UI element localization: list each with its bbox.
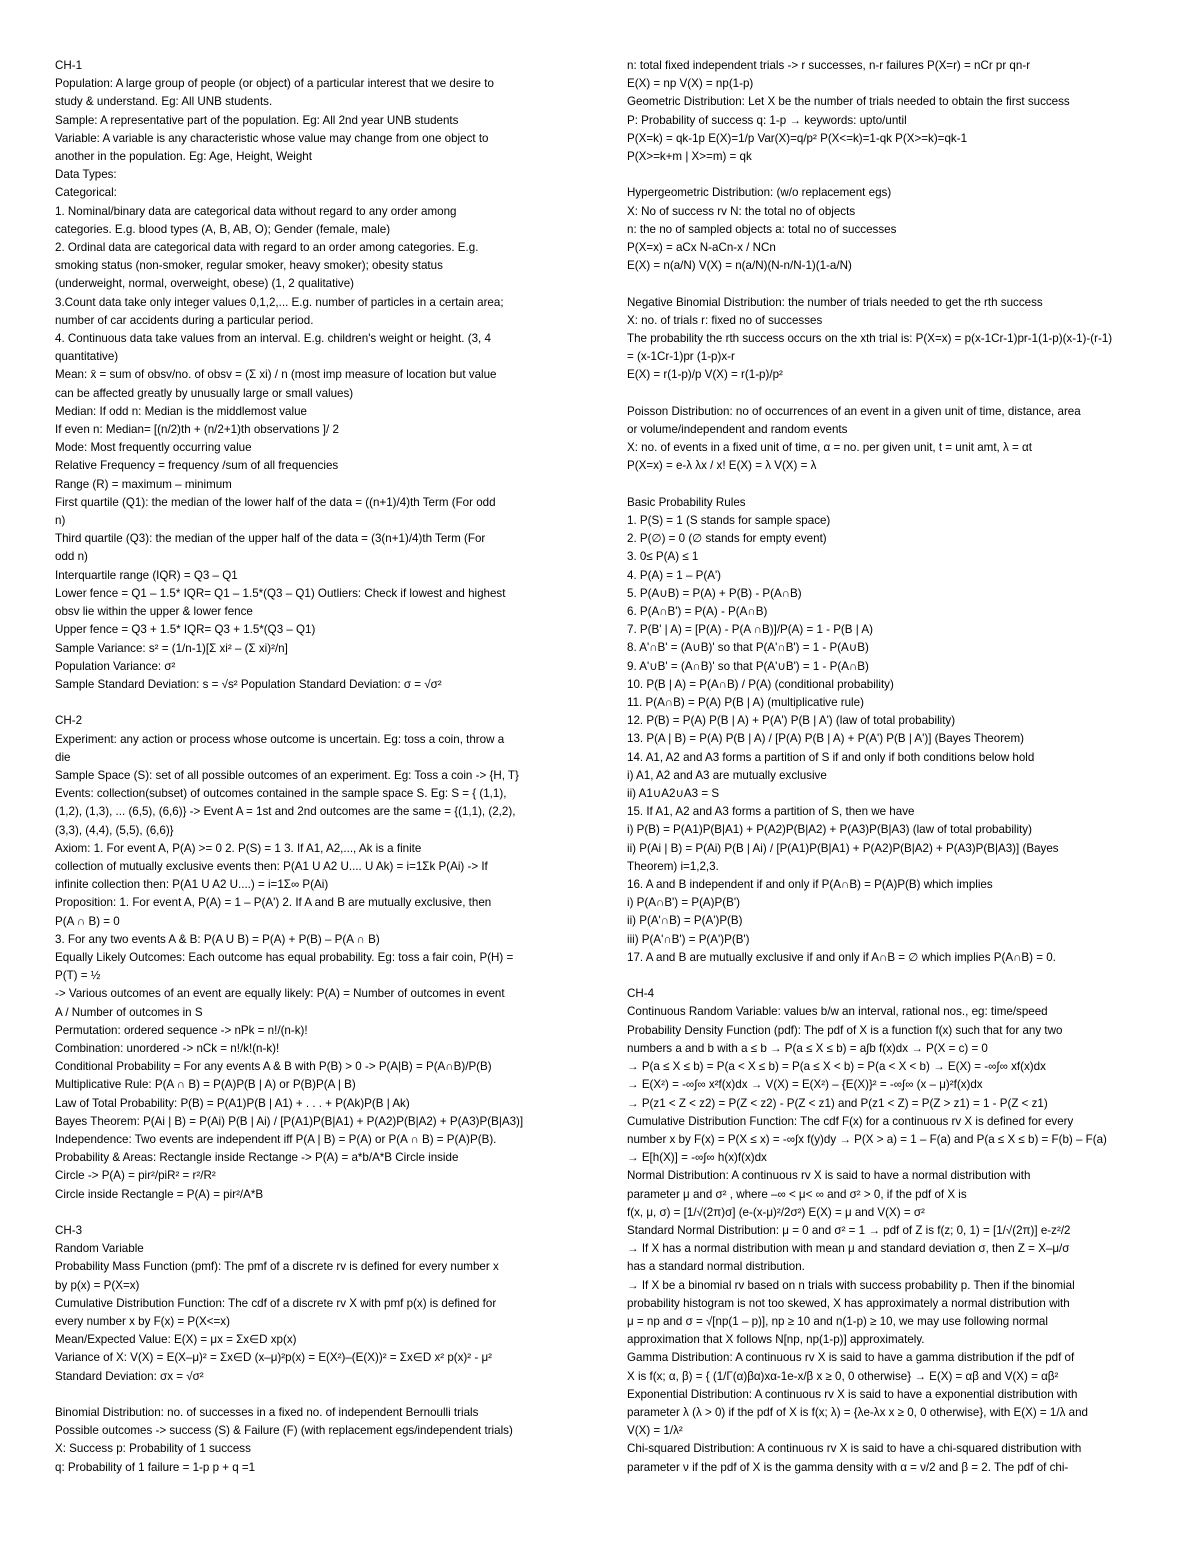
right-line: Cumulative Distribution Function: The cdf F(x) for a continuous rv X is defined for every [627,1114,1074,1128]
right-line: 6. P(A∩B') = P(A) - P(A∩B) [627,605,768,619]
left-line: 2. Ordinal data are categorical data with regard to an order among categories. E.g. [55,241,479,255]
left-line: study & understand. Eg: All UNB students. [55,95,273,109]
left-line: smoking status (non-smoker, regular smoker, heavy smoker); obesity status [55,259,443,273]
left-line: Data Types: [55,168,117,182]
right-line: Poisson Distribution: no of occurrences of an event in a given unit of time, distance, area [627,404,1081,418]
right-line [627,385,1132,403]
right-line: 3. 0≤ P(A) ≤ 1 [627,550,699,564]
right-line: 14. A1, A2 and A3 forms a partition of S if and only if both conditions below hold [627,750,1035,764]
left-line: 1. Nominal/binary data are categorical data without regard to any order among [55,204,457,218]
right-line: X: no. of trials r: fixed no of successes [627,313,823,327]
left-line: Possible outcomes -> success (S) & Failure (F) (with replacement egs/independent trials) [55,1424,513,1438]
right-line: → If X be a binomial rv based on n trials with success probability p. Then if the binomial [627,1278,1075,1292]
left-line: Variable: A variable is any characteristic whose value may change from one object to [55,131,489,145]
left-line: Combination: unordered -> nCk = n!/k!(n-k)! [55,1041,280,1055]
right-line: Geometric Distribution: Let X be the number of trials needed to obtain the first success [627,95,1070,109]
left-line: Probability & Areas: Rectangle inside Rectange -> P(A) = a*b/A*B Circle inside [55,1151,459,1165]
right-line: has a standard normal distribution. [627,1260,805,1274]
left-line: Interquartile range (IQR) = Q3 – Q1 [55,568,238,582]
left-line: Permutation: ordered sequence -> nPk = n!/(n-k)! [55,1023,308,1037]
left-line: Probability Mass Function (pmf): The pmf of a discrete rv is defined for every number x [55,1260,499,1274]
right-line: 15. If A1, A2 and A3 forms a partition of S, then we have [627,805,915,819]
right-line: approximation that X follows N[np, np(1-p)] approximately. [627,1333,925,1347]
right-line: parameter ν if the pdf of X is the gamma density with α = ν/2 and β = 2. The pdf of chi- [627,1460,1069,1474]
right-line: 13. P(A | B) = P(A) P(B | A) / [P(A) P(B | A) + P(A') P(B | A')] (Bayes Theorem) [627,732,1025,746]
left-line: Binomial Distribution: no. of successes in a fixed no. of independent Bernoulli trials [55,1405,479,1419]
right-line: ii) A1∪A2∪A3 = S [627,787,720,801]
left-line: Mode: Most frequently occurring value [55,441,252,455]
right-line: X: no. of events in a fixed unit of time, α = no. per given unit, t = unit amt, λ = αt [627,441,1032,455]
right-line: Probability Density Function (pdf): The pdf of X is a function f(x) such that for any two [627,1023,1063,1037]
right-line: parameter μ and σ² , where –∞ < μ< ∞ and σ² > 0, if the pdf of X is [627,1187,967,1201]
left-line: Cumulative Distribution Function: The cdf of a discrete rv X with pmf p(x) is defined for [55,1296,497,1310]
left-line: n) [55,514,66,528]
left-line: Events: collection(subset) of outcomes contained in the sample space S. Eg: S = { (1,1), [55,787,507,801]
left-line: Sample Standard Deviation: s = √s² Population Standard Deviation: σ = √σ² [55,677,442,691]
right-line: i) P(A∩B') = P(A)P(B') [627,896,740,910]
left-line: P(A ∩ B) = 0 [55,914,120,928]
left-line: CH-1 [55,59,83,72]
left-line: Law of Total Probability: P(B) = P(A1)P(B | A1) + . . . + P(Ak)P(B | Ak) [55,1096,410,1110]
left-line [55,694,540,712]
right-line [627,275,1132,293]
left-line: Proposition: 1. For event A, P(A) = 1 – P(A') 2. If A and B are mutually exclusive, then [55,896,492,910]
right-line: Continuous Random Variable: values b/w an interval, rational nos., eg: time/speed [627,1005,1048,1019]
left-line: Bayes Theorem: P(Ai | B) = P(Ai) P(B | Ai) / [P(A1)P(B|A1) + P(A2)P(B|A2) + P(A3)P(B|A3)] [55,1114,524,1128]
right-line: P(X=x) = e-λ λx / x! E(X) = λ V(X) = λ [627,459,817,473]
left-line: Circle inside Rectangle = P(A) = pir²/A*B [55,1187,264,1201]
right-line: = (x-1Cr-1)pr (1-p)x-r [627,350,735,364]
left-line: 3. For any two events A & B: P(A U B) = P(A) + P(B) – P(A ∩ B) [55,932,380,946]
right-line: number x by F(x) = P(X ≤ x) = -∞∫x f(y)dy → P(X > a) = 1 – F(a) and P(a ≤ X ≤ b) = F(b) – F(a) [627,1132,1107,1146]
left-line: infinite collection then: P(A1 U A2 U....) = i=1Σ∞ P(Ai) [55,878,329,892]
right-line: E(X) = np V(X) = np(1-p) [627,77,754,91]
left-line: die [55,750,71,764]
left-line: (3,3), (4,4), (5,5), (6,6)} [55,823,174,837]
left-line: by p(x) = P(X=x) [55,1278,140,1292]
left-line: Multiplicative Rule: P(A ∩ B) = P(A)P(B | A) or P(B)P(A | B) [55,1078,356,1092]
left-line: Categorical: [55,186,117,200]
left-line: Variance of X: V(X) = E(X–μ)² = Σx∈D (x–μ)²p(x) = E(X²)–(E(X))² = Σx∈D x² p(x)² - μ² [55,1351,493,1365]
left-line: Third quartile (Q3): the median of the upper half of the data = (3(n+1)/4)th Term (For [55,532,486,546]
left-line: If even n: Median= [(n/2)th + (n/2+1)th observations ]/ 2 [55,423,339,437]
left-line: odd n) [55,550,88,564]
right-line: → P(a ≤ X ≤ b) = P(a < X ≤ b) = P(a ≤ X < b) = P(a < X < b) → E(X) = -∞∫∞ xf(x)dx [627,1060,1046,1074]
right-line: X: No of success rv N: the total no of objects [627,204,856,218]
right-line: parameter λ (λ > 0) if the pdf of X is f(x; λ) = {λe-λx x ≥ 0, 0 otherwise}, with E(X) = 1/λ and [627,1405,1088,1419]
left-line: q: Probability of 1 failure = 1-p p + q =1 [55,1460,256,1474]
right-line: X is f(x; α, β) = { (1/Γ(α)βα)xα-1e-x/β x ≥ 0, 0 otherwise} → E(X) = αβ and V(X) = αβ² [627,1369,1059,1383]
left-line: number of car accidents during a particular period. [55,313,314,327]
left-line: Equally Likely Outcomes: Each outcome has equal probability. Eg: toss a fair coin, P(H) = [55,950,514,964]
right-line: i) P(B) = P(A1)P(B|A1) + P(A2)P(B|A2) + P(A3)P(B|A3) (law of total probability) [627,823,1032,837]
left-line: Population: A large group of people (or object) of a particular interest that we desire to [55,77,494,91]
right-line: E(X) = r(1-p)/p V(X) = r(1-p)/p² [627,368,783,382]
right-line [627,967,1132,985]
right-line: probability histogram is not too skewed, X has approximately a normal distribution with [627,1296,1070,1310]
right-column [627,57,1132,1477]
right-line: → E[h(X)] = -∞∫∞ h(x)f(x)dx [627,1151,767,1165]
left-line: quantitative) [55,350,119,364]
left-line: Circle -> P(A) = pir²/piR² = r²/R² [55,1169,216,1183]
left-line: Conditional Probability = For any events A & B with P(B) > 0 -> P(A|B) = P(A∩B)/P(B) [55,1060,492,1074]
right-line: 7. P(B' | A) = [P(A) - P(A ∩B)]/P(A) = 1 - P(B | A) [627,623,873,637]
right-line: n: the no of sampled objects a: total no of successes [627,222,897,236]
left-line: Independence: Two events are independent iff P(A | B) = P(A) or P(A ∩ B) = P(A)P(B). [55,1132,497,1146]
right-line: ii) P(A'∩B) = P(A')P(B) [627,914,743,928]
left-line: can be affected greatly by unusually large or small values) [55,386,354,400]
left-line: Mean/Expected Value: E(X) = μx = Σx∈D xp(x) [55,1333,297,1347]
right-line: n: total fixed independent trials -> r successes, n-r failures P(X=r) = nCr pr qn-r [627,59,1031,72]
right-line: 10. P(B | A) = P(A∩B) / P(A) (conditional probability) [627,677,894,691]
left-line: Lower fence = Q1 – 1.5* IQR= Q1 – 1.5*(Q3 – Q1) Outliers: Check if lowest and highest [55,586,506,600]
right-line: → If X has a normal distribution with mean μ and standard deviation σ, then Z = X–μ/σ [627,1242,1070,1256]
right-line: 1. P(S) = 1 (S stands for sample space) [627,514,831,528]
right-line: Exponential Distribution: A continuous rv X is said to have a exponential distribution with [627,1387,1078,1401]
right-line: 16. A and B independent if and only if P(A∩B) = P(A)P(B) which implies [627,878,993,892]
right-line: 8. A'∩B' = (A∪B)' so that P(A'∩B') = 1 - P(A∪B) [627,641,869,655]
left-line: A / Number of outcomes in S [55,1005,203,1019]
right-line: or volume/independent and random events [627,423,848,437]
right-line: P(X=x) = aCx N-aCn-x / NCn [627,241,776,255]
left-line: X: Success p: Probability of 1 success [55,1442,251,1456]
left-line: 4. Continuous data take values from an interval. E.g. children's weight or height. (3, 4 [55,332,491,346]
left-line: Sample: A representative part of the population. Eg: All 2nd year UNB students [55,113,459,127]
left-line: 3.Count data take only integer values 0,1,2,... E.g. number of particles in a certain area; [55,295,504,309]
left-line: Standard Deviation: σx = √σ² [55,1369,204,1383]
right-line: Hypergeometric Distribution: (w/o replacement egs) [627,186,892,200]
right-line: Negative Binomial Distribution: the number of trials needed to get the rth success [627,295,1043,309]
left-line: (underweight, normal, overweight, obese) (1, 2 qualitative) [55,277,355,291]
right-line: → P(z1 < Z < z2) = P(Z < z2) - P(Z < z1) and P(z1 < Z) = P(Z > z1) = 1 - P(Z < z1) [627,1096,1048,1110]
left-line: Sample Variance: s² = (1/n-1)[Σ xi² – (Σ xi)²/n] [55,641,288,655]
left-column [55,57,540,1477]
left-line: Mean: x̄ = sum of obsv/no. of obsv = (Σ xi) / n (most imp measure of location but value [55,368,497,382]
right-line: 9. A'∪B' = (A∩B)' so that P(A'∪B') = 1 - P(A∩B) [627,659,869,673]
left-line: Relative Frequency = frequency /sum of all frequencies [55,459,339,473]
left-line: another in the population. Eg: Age, Height, Weight [55,150,312,164]
right-line: ii) P(Ai | B) = P(Ai) P(B | Ai) / [P(A1)P(B|A1) + P(A2)P(B|A2) + P(A3)P(B|A3)] (Bayes [627,841,1059,855]
left-line: Axiom: 1. For event A, P(A) >= 0 2. P(S) = 1 3. If A1, A2,..., Ak is a finite [55,841,422,855]
right-line: 4. P(A) = 1 – P(A') [627,568,722,582]
left-line: Upper fence = Q3 + 1.5* IQR= Q3 + 1.5*(Q3 – Q1) [55,623,316,637]
left-line: Experiment: any action or process whose outcome is uncertain. Eg: toss a coin, throw a [55,732,505,746]
left-line: Median: If odd n: Median is the middlemost value [55,404,307,418]
left-line [55,1204,540,1222]
left-line: categories. E.g. blood types (A, B, AB, O); Gender (female, male) [55,222,391,236]
right-line: Gamma Distribution: A continuous rv X is said to have a gamma distribution if the pdf of [627,1351,1075,1365]
right-line: Theorem) i=1,2,3. [627,859,719,873]
right-line: CH-4 [627,987,655,1001]
right-line: P(X=k) = qk-1p E(X)=1/p Var(X)=q/p² P(X<=k)=1-qk P(X>=k)=qk-1 [627,131,968,145]
left-line: CH-2 [55,714,83,728]
left-line: First quartile (Q1): the median of the lower half of the data = ((n+1)/4)th Term (For odd [55,495,496,509]
right-line: i) A1, A2 and A3 are mutually exclusive [627,768,827,782]
right-line [627,476,1132,494]
right-line: 12. P(B) = P(A) P(B | A) + P(A') P(B | A') (law of total probability) [627,714,956,728]
right-line: Normal Distribution: A continuous rv X is said to have a normal distribution with [627,1169,1031,1183]
left-line: obsv lie within the upper & lower fence [55,605,253,619]
right-line: Chi-squared Distribution: A continuous rv X is said to have a chi-squared distribution with [627,1442,1082,1456]
right-line: → E(X²) = -∞∫∞ x²f(x)dx → V(X) = E(X²) – {E(X)}² = -∞∫∞ (x – μ)²f(x)dx [627,1078,983,1092]
left-line: Sample Space (S): set of all possible outcomes of an experiment. Eg: Toss a coin -> {H, T} [55,768,519,782]
left-line: Population Variance: σ² [55,659,176,673]
right-line: P(X>=k+m | X>=m) = qk [627,150,752,164]
left-line: (1,2), (1,3), ... (6,5), (6,6)} -> Event A = 1st and 2nd outcomes are the same = {(1,1), (2,2), [55,805,516,819]
left-line: P(T) = ½ [55,969,101,983]
right-line: E(X) = n(a/N) V(X) = n(a/N)(N-n/N-1)(1-a/N) [627,259,852,273]
left-line: Range (R) = maximum – minimum [55,477,232,491]
right-line: 5. P(A∪B) = P(A) + P(B) - P(A∩B) [627,586,802,600]
left-line: Random Variable [55,1242,144,1256]
right-line: V(X) = 1/λ² [627,1424,683,1438]
right-line [627,166,1132,184]
left-line [55,1386,540,1404]
right-line: Standard Normal Distribution: μ = 0 and σ² = 1 → pdf of Z is f(z; 0, 1) = [1/√(2π)] e-z²/2 [627,1223,1071,1237]
left-line: every number x by F(x) = P(X<=x) [55,1314,230,1328]
right-line: iii) P(A'∩B') = P(A')P(B') [627,932,750,946]
left-line: CH-3 [55,1223,83,1237]
left-line: collection of mutually exclusive events then: P(A1 U A2 U.... U Ak) = i=1Σk P(Ai) -> If [55,859,488,873]
left-line: -> Various outcomes of an event are equally likely: P(A) = Number of outcomes in event [55,987,505,1001]
right-line: The probability the rth success occurs on the xth trial is: P(X=x) = p(x-1Cr-1)pr-1(1-p)(x-1)-(r-1) [627,332,1113,346]
right-line: 2. P(∅) = 0 (∅ stands for empty event) [627,532,827,546]
right-line: numbers a and b with a ≤ b → P(a ≤ X ≤ b) = a∫b f(x)dx → P(X = c) = 0 [627,1041,988,1055]
right-line: f(x, μ, σ) = [1/√(2π)σ] (e-(x-μ)²/2σ²) E(X) = μ and V(X) = σ² [627,1205,925,1219]
right-line: Basic Probability Rules [627,495,746,509]
right-line: 11. P(A∩B) = P(A) P(B | A) (multiplicative rule) [627,696,864,710]
right-line: 17. A and B are mutually exclusive if and only if A∩B = ∅ which implies P(A∩B) = 0. [627,950,1056,964]
right-line: P: Probability of success q: 1-p → keywords: upto/until [627,113,907,127]
right-line: μ = np and σ = √[np(1 – p)], np ≥ 10 and n(1-p) ≥ 10, we may use following normal [627,1314,1048,1328]
